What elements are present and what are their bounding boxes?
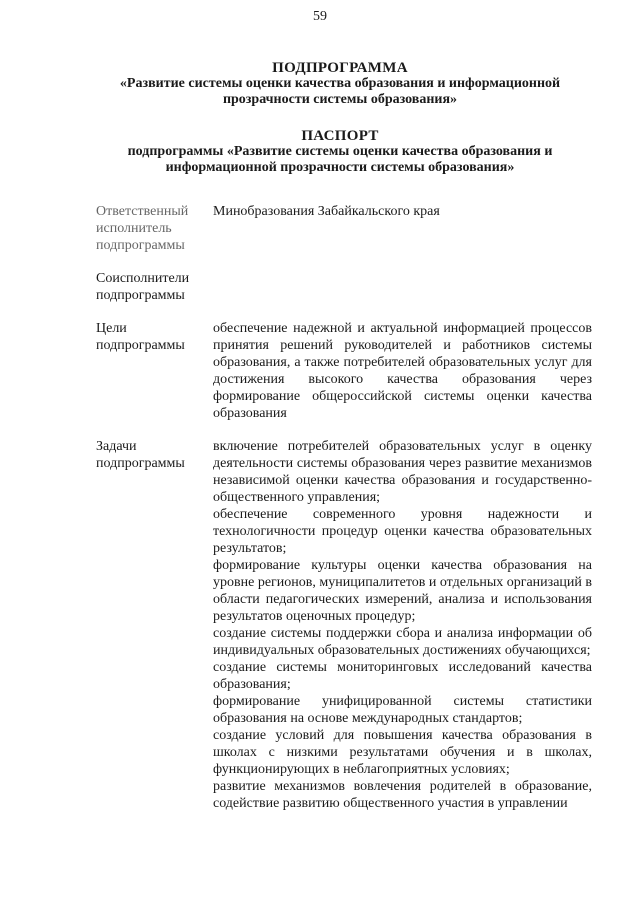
subprogram-heading	[40, 60, 640, 108]
subprogram-name-line-2: прозрачности системы образования»	[222, 92, 458, 107]
coexecutors-label: Соисполнители подпрограммы	[96, 271, 190, 303]
row-coexecutors	[96, 270, 592, 304]
row-tasks	[96, 438, 592, 812]
subprogram-title: ПОДПРОГРАММА	[272, 60, 408, 76]
task-item: создание системы поддержки сбора и анализа информации об индивидуальных образовательных достижениях обучающихся;	[213, 626, 592, 658]
row-goals	[96, 320, 592, 422]
responsible-value: Минобразования Забайкальского края	[213, 204, 440, 219]
row-responsible	[96, 203, 592, 254]
coexecutors-value	[213, 270, 592, 304]
page-number: 59	[313, 9, 327, 24]
tasks-value	[213, 438, 592, 812]
passport-subtitle-line-1: подпрограммы «Развитие системы оценки качества образования и	[127, 144, 553, 159]
task-item: формирование унифицированной системы статистики образования на основе международных стандартов;	[213, 694, 592, 726]
task-item: обеспечение современного уровня надежности и технологичности процедур оценки качества образовательных результатов;	[213, 507, 592, 556]
task-item: формирование культуры оценки качества образования на уровне регионов, муниципалитетов и отдельных организаций в области педагогических измерений, анализа и использования результатов оценочных процедур;	[213, 558, 592, 624]
goals-value: обеспечение надежной и актуальной информацией процессов принятия решений руководителей и работников системы образования, а также потребителей образовательных услуг для достижения высокого качества образования через формирование общероссийской системы оценки качества образования	[213, 321, 592, 421]
tasks-label: Задачи подпрограммы	[96, 439, 185, 471]
passport-heading	[40, 128, 640, 176]
task-item: создание системы мониторинговых исследований качества образования;	[213, 660, 592, 692]
passport-title: ПАСПОРТ	[301, 128, 379, 144]
task-item: развитие механизмов вовлечения родителей в образование, содействие развитию общественного участия в управлении	[213, 779, 592, 811]
task-item: создание условий для повышения качества образования в школах с низкими результатами обучения и в школах, функционирующих в неблагоприятных условиях;	[213, 728, 592, 777]
goals-label: Цели подпрограммы	[96, 321, 185, 353]
subprogram-name-line-1: «Развитие системы оценки качества образования и информационной	[119, 76, 561, 91]
responsible-label: Ответственный исполнитель подпрограммы	[96, 204, 189, 253]
task-item: включение потребителей образовательных услуг в оценку деятельности системы образования через развитие механизмов независимой оценки качества образования и государственно-общественного управления;	[213, 439, 592, 505]
passport-subtitle-line-2: информационной прозрачности системы образования»	[165, 160, 515, 175]
passport-table	[96, 203, 592, 812]
